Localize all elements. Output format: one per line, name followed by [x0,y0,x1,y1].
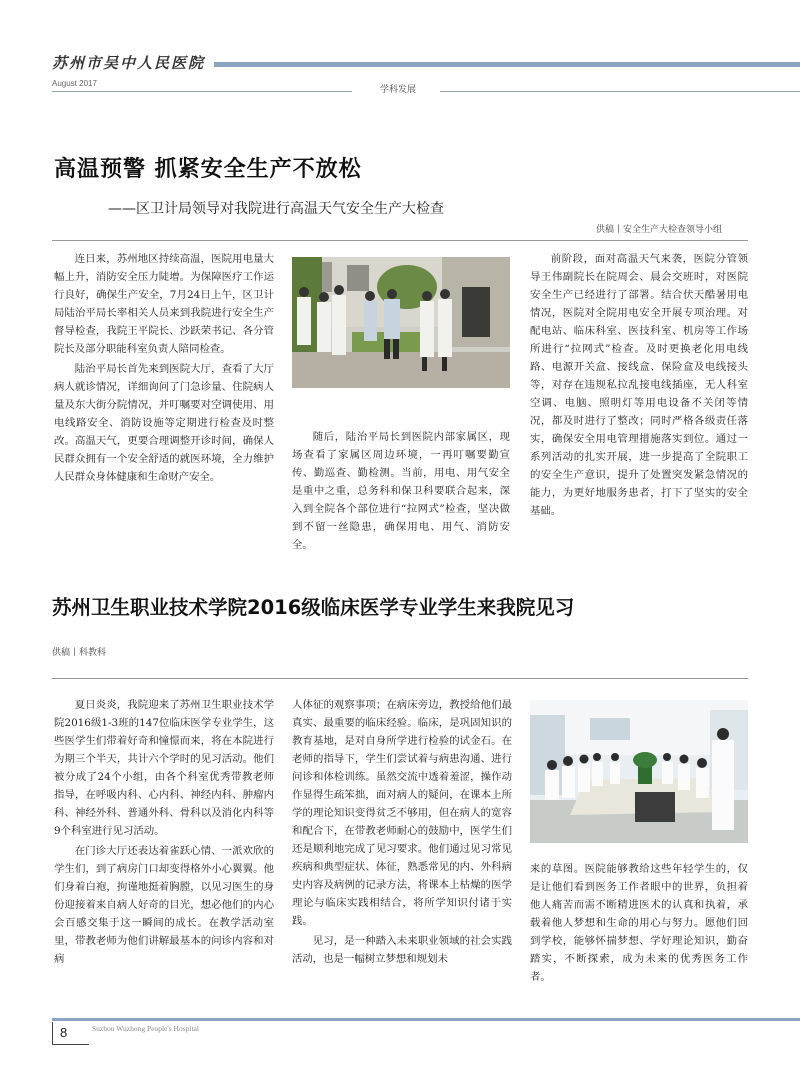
page-number-box [52,1022,89,1045]
students-photo [530,700,748,843]
article1-credit: 供稿丨安全生产大检查领导小组 [596,225,723,235]
article1-col2-para: 随后，陆治平局长到医院内部家属区，现场查看了家属区周边环境，一再叮嘱要勤宣传、勤巡查、勤检测。当前，用电、用气安全是重中之重，总务科和保卫科要联合起来，深入到全院各个部位进行“拉网式”检查，坚决做到不留一丝隐患，确保用电、用气、消防安全。 [292,431,510,551]
article2-divider [52,678,748,679]
inspection-photo-image [292,257,510,388]
article1-column-2 [292,428,510,554]
footer-bar [52,1018,800,1021]
article2-column-1 [54,696,274,968]
article2-col2-para: 见习，是一种踏入未来职业领域的社会实践活动，也是一幅树立梦想和规划未 [292,935,512,965]
students-photo-image [530,700,748,843]
article1-divider [52,240,748,241]
article2-credit: 供稿丨科教科 [52,648,107,658]
masthead-title: 苏州市吴中人民医院 [52,54,206,72]
article2-col1-para: 在门诊大厅还表达着雀跃心情、一派欢欣的学生们，到了病房门口却变得格外小心翼翼。他们身着白袍，拘谨地挺着胸膛，以见习医生的身份迎接着来自病人好奇的目光，想必他们的内心会百感交集于这一瞬间的成长。在教学活动室里，带教老师为他们讲解最基本的问诊内容和对病 [54,845,274,965]
article1-column-1 [54,250,274,486]
article2-column-2 [292,696,512,968]
article1-title: 高温预警 抓紧安全生产不放松 [54,157,362,182]
page-number: 8 [60,1025,68,1040]
footer-publication: Suzhou Wuzhong People's Hospital [92,1024,199,1033]
article1-column-3 [530,250,748,520]
article2-col1-para: 夏日炎炎，我院迎来了苏州卫生职业技术学院2016级1-3班的147位临床医学专业学生，这些医学生们带着好奇和憧憬而来，将在本院进行为期三个半天，共计六个学时的见习活动。他们被分成了24个小组，由各个科室优秀带教老师指导，在呼吸内科、心内科、神经内科、肿瘤内科、神经外科、普通外科、骨科以及消化内科等9个科室进行见习活动。 [54,699,274,837]
section-label: 学科发展 [380,84,417,94]
inspection-photo [292,257,510,388]
header-divider-right [440,91,800,92]
article2-col3-para: 来的草图。医院能够教给这些年轻学生的，仅是让他们看到医务工作者眼中的世界，负担着他人痛苦而需不断精进医术的认真和执着，承载着他人梦想和生命的用心与努力。愿他们回到学校，能够怀揣梦想、学好理论知识，勤奋踏实，不断探索，成为未来的优秀医务工作者。 [530,863,748,983]
header-bar [214,62,800,67]
article2-title: 苏州卫生职业技术学院2016级临床医学专业学生来我院见习 [52,596,575,619]
article1-col1-para: 连日来，苏州地区持续高温，医院用电量大幅上升，消防安全压力陡增。为保障医疗工作运行良好，确保生产安全，7月24日上午，区卫计局陆治平局长率相关人员来到我院进行安全生产督导检查，我院王平院长、沙跃荣书记、各分管院长及部分职能科室负责人陪同检查。 [54,253,274,355]
header-divider-left [52,91,352,92]
article2-column-3 [530,860,748,986]
article1-subtitle: ——区卫计局领导对我院进行高温天气安全生产大检查 [108,201,444,217]
article2-col2-para: 人体征的观察事项；在病床旁边，教授给他们最真实、最重要的临床经验。临床，是巩固知识的教育基地，是对自身所学进行检验的试金石。在老师的指导下，学生们尝试着与病患沟通、进行问诊和体检训练。虽然交流中透着羞涩，操作动作显得生疏笨拙，面对病人的疑问，在课本上所学的理论知识变得贫乏不够用，但在病人的宽容和配合下，在带教老师耐心的鼓励中，医学生们还是顺利地完成了见习要求。他们通过见习常见疾病和典型症状、体征，熟悉常见的内、外科病史内容及病例的记录方法，将课本上枯燥的医学理论与临床实践相结合，将所学知识付诸于实践。 [292,699,512,927]
article1-col3-para: 前阶段，面对高温天气来袭，医院分管领导王伟副院长在院周会、晨会交班时，对医院安全生产已经进行了部署。结合伏天酷暑用电情况，医院对全院用电安全开展专项治理。对配电站、临床科室、医技科室、机房等工作场所进行“拉网式”检查。及时更换老化用电线路、电源开关盒、接线盒、保险盒及电线接头等，对存在违规私拉乱接电线插座，无人科室空调、电脑、照明灯等用电设备不关闭等情况，都及时进行了整改；同时严格各级责任落实，确保安全用电管理措施落实到位。通过一系列活动的扎实开展，进一步提高了全院职工的安全生产意识，提升了处置突发紧急情况的能力，为更好地服务患者，打下了坚实的安全基础。 [530,253,748,517]
article1-col1-para: 陆治平局长首先来到医院大厅，查看了大厅病人就诊情况，详细询问了门急诊量、住院病人量及东大街分院情况，并叮嘱要对空调使用、用电线路安全、消防设施等定期进行检查及时整改。高温天气，更要合理调整开诊时间，确保人民群众拥有一个安全舒适的就医环境，全力维护人民群众身体健康和生命财产安全。 [54,363,274,483]
issue-date: August 2017 [52,79,97,88]
